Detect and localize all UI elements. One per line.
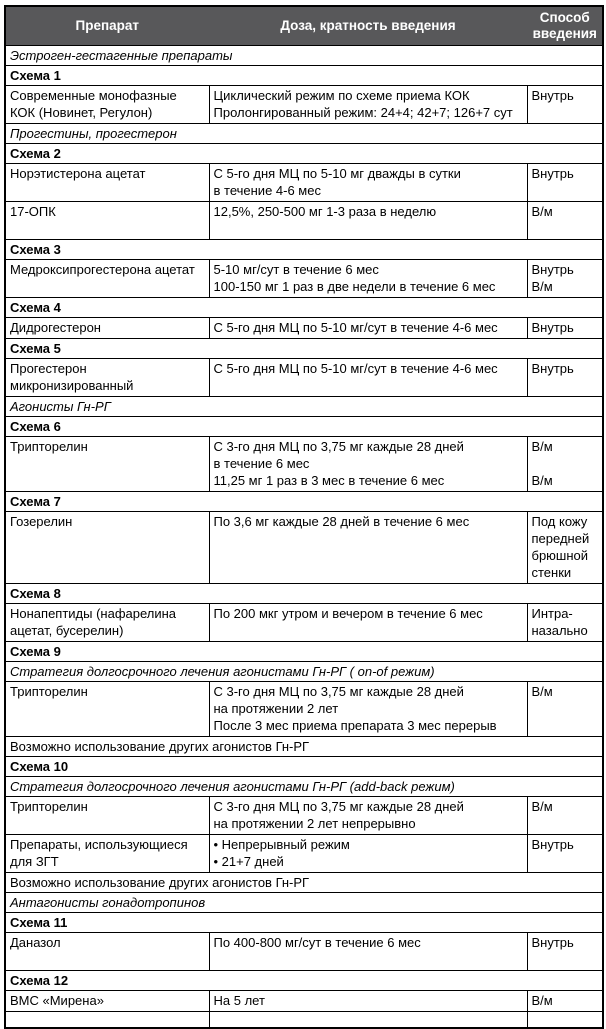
- drug-name-cell: [5, 359, 209, 397]
- cell-line: 5-10 мг/сут в течение 6 мес: [213, 262, 379, 277]
- cell-line: В/м: [531, 473, 553, 488]
- table-row: [5, 240, 603, 260]
- cell-line: С 3-го дня МЦ по 3,75 мг каждые 28 дней: [213, 799, 464, 814]
- drug-name-cell: [5, 202, 209, 240]
- dose-cell: [209, 260, 527, 298]
- cell-line: Трипторелин: [10, 684, 88, 699]
- route-cell: [527, 318, 603, 339]
- drug-schemes-table: [4, 5, 604, 1029]
- dose-cell: [209, 437, 527, 492]
- table-row: [5, 835, 603, 873]
- table-header-row: [5, 6, 603, 46]
- scheme-row-cell: Схема 6: [5, 417, 603, 437]
- cell-line: Внутрь: [531, 837, 574, 852]
- cell-line: [214, 951, 524, 968]
- cell-line: 100-150 мг 1 раз в две недели в течение 6 мес: [213, 279, 496, 294]
- category-row-cell: Прогестины, прогестерон: [5, 124, 603, 144]
- table-row: [5, 933, 603, 971]
- cell-line: микронизированный: [10, 378, 134, 393]
- dose-cell: [209, 512, 527, 584]
- scheme-row-cell: Схема 5: [5, 339, 603, 359]
- cell-line: Внутрь: [531, 88, 574, 103]
- cell-line: [214, 220, 524, 237]
- cell-line: Циклический режим по схеме приема КОК: [213, 88, 470, 103]
- table-row: [5, 797, 603, 835]
- cell-line: на протяжении 2 лет: [213, 701, 339, 716]
- category-row-cell: Агонисты Гн-РГ: [5, 397, 603, 417]
- table-row: [5, 359, 603, 397]
- cell-line: В/м: [531, 279, 553, 294]
- drug-name-cell: [5, 260, 209, 298]
- cell-line: По 400-800 мг/сут в течение 6 мес: [213, 935, 421, 950]
- drug-name-cell: [5, 991, 209, 1012]
- cell-line: Внутрь: [531, 166, 574, 181]
- cell-line: стенки: [531, 565, 572, 580]
- route-cell: [527, 512, 603, 584]
- scheme-row-cell: Схема 8: [5, 584, 603, 604]
- table-row: [5, 642, 603, 662]
- column-header-dose: Доза, кратность введения: [209, 6, 527, 46]
- category-row-cell: Стратегия долгосрочного лечения агонистами Гн-РГ ( on-of режим): [5, 662, 603, 682]
- cell-line: назально: [531, 623, 588, 638]
- drug-name-cell: [5, 86, 209, 124]
- cell-line: в течение 4-6 мес: [213, 183, 321, 198]
- route-cell: [527, 86, 603, 124]
- cell-line: С 5-го дня МЦ по 5-10 мг/сут в течение 4-6 мес: [213, 320, 498, 335]
- cell-line: Внутрь: [531, 262, 574, 277]
- table-row: [5, 318, 603, 339]
- table-row: [5, 991, 603, 1012]
- note-row-cell: Возможно использование других агонистов Гн-РГ: [5, 873, 603, 893]
- dose-cell: [209, 202, 527, 240]
- route-cell: [527, 933, 603, 971]
- table-row: [5, 512, 603, 584]
- cell-line: Пролонгированный режим: 24+4; 42+7; 126+7 сут: [213, 105, 513, 120]
- cell-line: По 3,6 мг каждые 28 дней в течение 6 мес: [213, 514, 470, 529]
- column-header-route: Способ введения: [527, 6, 603, 46]
- route-cell: [527, 1012, 603, 1029]
- drug-name-cell: [5, 164, 209, 202]
- cell-line: В/м: [531, 799, 553, 814]
- table-row: [5, 873, 603, 893]
- table-row: [5, 893, 603, 913]
- table-row: [5, 66, 603, 86]
- drug-name-cell: [5, 797, 209, 835]
- dose-cell: [209, 318, 527, 339]
- cell-line: для ЗГТ: [10, 854, 59, 869]
- category-row-cell: Эстроген-гестагенные препараты: [5, 46, 603, 66]
- scheme-row-cell: Схема 12: [5, 971, 603, 991]
- dose-cell: [209, 991, 527, 1012]
- route-cell: [527, 359, 603, 397]
- cell-line: КОК (Новинет, Регулон): [10, 105, 153, 120]
- drug-name-cell: [5, 835, 209, 873]
- route-cell: [527, 991, 603, 1012]
- cell-line: • 21+7 дней: [213, 854, 284, 869]
- table-row: [5, 737, 603, 757]
- cell-line: ацетат, бусерелин): [10, 623, 124, 638]
- drug-name-cell: [5, 682, 209, 737]
- cell-line: Внутрь: [531, 320, 574, 335]
- route-cell: [527, 164, 603, 202]
- cell-line: [532, 455, 600, 472]
- table-row: [5, 584, 603, 604]
- table-row: [5, 339, 603, 359]
- cell-line: Прогестерон: [10, 361, 87, 376]
- cell-line: Нонапептиды (нафарелина: [10, 606, 177, 621]
- drug-name-cell: [5, 604, 209, 642]
- cell-line: В/м: [531, 993, 553, 1008]
- cell-line: Гозерелин: [10, 514, 73, 529]
- cell-line: ВМС «Мирена»: [10, 993, 104, 1008]
- cell-line: Интра-: [531, 606, 573, 621]
- drug-name-cell: [5, 437, 209, 492]
- scheme-row-cell: Схема 2: [5, 144, 603, 164]
- cell-line: С 5-го дня МЦ по 5-10 мг/сут в течение 4-6 мес: [213, 361, 498, 376]
- cell-line: • Непрерывный режим: [213, 837, 350, 852]
- cell-line: 11,25 мг 1 раз в 3 мес в течение 6 мес: [213, 473, 445, 488]
- table-row: [5, 397, 603, 417]
- dose-cell: [209, 86, 527, 124]
- cell-line: В/м: [531, 684, 553, 699]
- route-cell: [527, 260, 603, 298]
- cell-line: 12,5%, 250-500 мг 1-3 раза в неделю: [213, 204, 437, 219]
- dose-cell: [209, 359, 527, 397]
- dose-cell: [209, 835, 527, 873]
- dose-cell: [209, 164, 527, 202]
- table-row: [5, 437, 603, 492]
- route-cell: [527, 835, 603, 873]
- cell-line: на протяжении 2 лет непрерывно: [213, 816, 416, 831]
- dose-cell: [209, 797, 527, 835]
- cell-line: Медроксипрогестерона ацетат: [10, 262, 195, 277]
- note-row-cell: Возможно использование других агонистов Гн-РГ: [5, 737, 603, 757]
- route-cell: [527, 797, 603, 835]
- cell-line: Норэтистерона ацетат: [10, 166, 146, 181]
- scheme-row-cell: Схема 10: [5, 757, 603, 777]
- cell-line: Трипторелин: [10, 439, 88, 454]
- cell-line: В/м: [531, 439, 553, 454]
- table-row: [5, 164, 603, 202]
- table-row: [5, 260, 603, 298]
- table-row: [5, 682, 603, 737]
- cell-line: После 3 мес приема препарата 3 мес перерыв: [213, 718, 497, 733]
- dose-cell: [209, 1012, 527, 1029]
- cell-line: брюшной: [531, 548, 589, 563]
- table-row: [5, 913, 603, 933]
- table-row: [5, 46, 603, 66]
- cell-line: На 5 лет: [213, 993, 265, 1008]
- table-row: [5, 757, 603, 777]
- dose-cell: [209, 933, 527, 971]
- drug-name-cell: [5, 1012, 209, 1029]
- table-row: [5, 604, 603, 642]
- cell-line: С 3-го дня МЦ по 3,75 мг каждые 28 дней: [213, 684, 464, 699]
- drug-name-cell: [5, 933, 209, 971]
- route-cell: [527, 604, 603, 642]
- category-row-cell: Антагонисты гонадотропинов: [5, 893, 603, 913]
- table-row: [5, 662, 603, 682]
- table-row: [5, 492, 603, 512]
- cell-line: Трипторелин: [10, 799, 88, 814]
- table-row: [5, 144, 603, 164]
- cell-line: С 5-го дня МЦ по 5-10 мг дважды в сутки: [213, 166, 461, 181]
- scheme-row-cell: Схема 9: [5, 642, 603, 662]
- route-cell: [527, 202, 603, 240]
- route-cell: [527, 682, 603, 737]
- table-row: [5, 417, 603, 437]
- route-cell: [527, 437, 603, 492]
- cell-line: Внутрь: [531, 935, 574, 950]
- table-row: [5, 298, 603, 318]
- drug-name-cell: [5, 318, 209, 339]
- scheme-row-cell: Схема 4: [5, 298, 603, 318]
- table-row: [5, 1012, 603, 1029]
- cell-line: 17-ОПК: [10, 204, 56, 219]
- table-row: [5, 777, 603, 797]
- dose-cell: [209, 682, 527, 737]
- cell-line: Даназол: [10, 935, 61, 950]
- dose-cell: [209, 604, 527, 642]
- table-row: [5, 124, 603, 144]
- cell-line: Дидрогестерон: [10, 320, 101, 335]
- cell-line: Под кожу: [531, 514, 588, 529]
- cell-line: Внутрь: [531, 361, 574, 376]
- cell-line: в течение 6 мес: [213, 456, 310, 471]
- cell-line: передней: [531, 531, 590, 546]
- cell-line: Современные монофазные: [10, 88, 177, 103]
- category-row-cell: Стратегия долгосрочного лечения агонистами Гн-РГ (add-back режим): [5, 777, 603, 797]
- scheme-row-cell: Схема 1: [5, 66, 603, 86]
- cell-line: В/м: [531, 204, 553, 219]
- scheme-row-cell: Схема 7: [5, 492, 603, 512]
- table-body: [5, 46, 603, 1029]
- cell-line: Препараты, использующиеся: [10, 837, 188, 852]
- cell-line: С 3-го дня МЦ по 3,75 мг каждые 28 дней: [213, 439, 464, 454]
- column-header-drug: Препарат: [5, 6, 209, 46]
- table-row: [5, 202, 603, 240]
- drug-name-cell: [5, 512, 209, 584]
- scheme-row-cell: Схема 3: [5, 240, 603, 260]
- cell-line: По 200 мкг утром и вечером в течение 6 мес: [213, 606, 483, 621]
- table-row: [5, 86, 603, 124]
- scheme-row-cell: Схема 11: [5, 913, 603, 933]
- table-row: [5, 971, 603, 991]
